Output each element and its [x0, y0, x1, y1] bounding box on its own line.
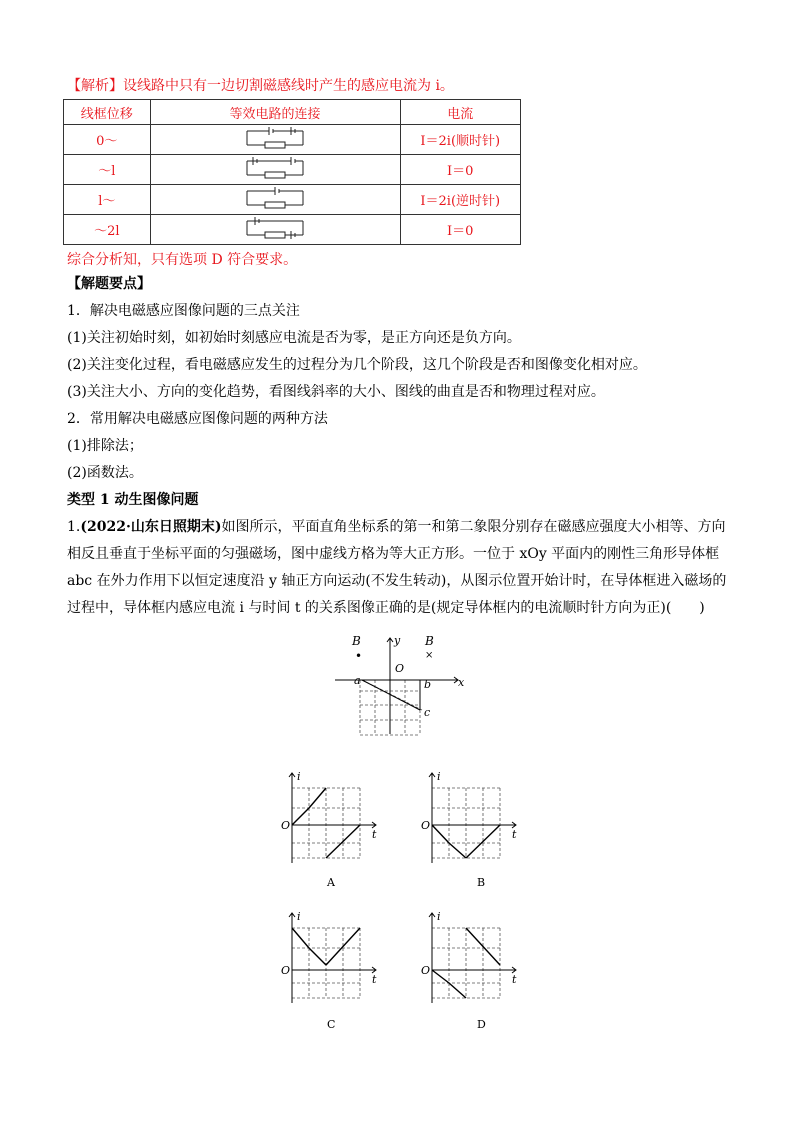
x-axis-label: x — [458, 676, 465, 689]
key-point-item: (3)关注大小、方向的变化趋势，看图线斜率的大小、图线的曲直是否和物理过程对应。 — [67, 384, 605, 400]
table-cell-current: I＝0 — [400, 215, 521, 245]
dot-symbol: • — [355, 649, 363, 663]
cross-symbol: × — [425, 650, 434, 661]
origin-label: O — [421, 819, 431, 832]
option-label: C — [327, 1018, 336, 1031]
option-label: B — [477, 876, 486, 888]
table-cell-current: I＝2i(顺时针) — [400, 125, 521, 155]
question-line: 相反且垂直于坐标平面的匀强磁场，图中虚线方格为等大正方形。一位于 xOy 平面内的刚性三角形导体框 — [67, 546, 720, 562]
t-axis-label: t — [512, 973, 517, 986]
t-axis-label: t — [372, 828, 377, 841]
circuit-icon — [243, 157, 307, 179]
point-b-label: b — [424, 678, 432, 691]
i-axis-label: i — [437, 910, 441, 923]
table-cell-displacement: ～2l — [64, 215, 151, 245]
table-header-cell: 线框位移 — [64, 100, 151, 125]
key-points-title: 【解题要点】 — [67, 276, 151, 292]
option-label: D — [477, 1018, 486, 1031]
origin-label: O — [281, 964, 291, 977]
table-cell-displacement: l～ — [64, 185, 151, 215]
option-d-graph — [420, 908, 530, 1033]
key-point-item: (1)排除法； — [67, 438, 143, 454]
magnetic-field-figure — [330, 630, 470, 740]
option-c-graph — [280, 908, 390, 1033]
circuit-icon — [243, 127, 307, 149]
i-axis-label: i — [297, 910, 301, 923]
key-point-item: (2)关注变化过程，看电磁感应发生的过程分为几个阶段，这几个阶段是否和图像变化相对应。 — [67, 357, 647, 373]
table-row — [64, 185, 521, 215]
circuit-diagram — [150, 215, 400, 245]
question-number: 1. — [67, 519, 81, 535]
analysis-line — [67, 76, 454, 96]
circuit-icon — [243, 217, 307, 239]
analysis-text: 设线路中只有一边切割磁感线时产生的感应电流为 i。 — [123, 78, 454, 94]
t-axis-label: t — [372, 973, 377, 986]
question-line: abc 在外力作用下以恒定速度沿 y 轴正方向运动(不发生转动)，从图示位置开始计时，在导体框进入磁场的 — [67, 573, 727, 589]
table-header-cell: 等效电路的连接 — [150, 100, 400, 125]
table-row — [64, 215, 521, 245]
i-axis-label: i — [437, 770, 441, 783]
option-b-graph — [420, 768, 530, 888]
point-a-label: a — [354, 674, 361, 687]
conclusion: 综合分析知，只有选项 D 符合要求。 — [67, 252, 298, 268]
option-label: A — [327, 876, 335, 888]
analysis-tag: 【解析】 — [67, 78, 123, 94]
circuit-diagram — [150, 125, 400, 155]
origin-label: O — [421, 964, 431, 977]
point-c-label: c — [424, 706, 431, 719]
key-point-item: 1．解决电磁感应图像问题的三点关注 — [67, 303, 300, 319]
option-a-graph — [280, 768, 390, 888]
origin-label: O — [395, 662, 405, 675]
question-line: 过程中，导体框内感应电流 i 与时间 t 的关系图像正确的是(规定导体框内的电流顺时针方向为正)( ) — [67, 600, 705, 616]
table-row — [64, 125, 521, 155]
circuit-diagram — [150, 185, 400, 215]
i-axis-label: i — [297, 770, 301, 783]
question-line — [67, 517, 725, 537]
table-cell-displacement: 0～ — [64, 125, 151, 155]
y-axis-label: y — [394, 634, 401, 647]
type-heading: 类型 1 动生图像问题 — [67, 492, 199, 508]
table-row — [64, 155, 521, 185]
table-cell-current: I＝0 — [400, 155, 521, 185]
origin-label: O — [281, 819, 291, 832]
t-axis-label: t — [512, 828, 517, 841]
key-point-item: (1)关注初始时刻，如初始时刻感应电流是否为零，是正方向还是负方向。 — [67, 330, 521, 346]
table-cell-current: I＝2i(逆时针) — [400, 185, 521, 215]
key-point-item: (2)函数法。 — [67, 465, 143, 481]
key-point-item: 2．常用解决电磁感应图像问题的两种方法 — [67, 411, 328, 427]
table-header-row — [64, 100, 521, 125]
table-cell-displacement: ～l — [64, 155, 151, 185]
B-left-label: B — [352, 634, 361, 648]
analysis-table — [63, 99, 521, 245]
question-text: 如图所示，平面直角坐标系的第一和第二象限分别存在磁感应强度大小相等、方向 — [221, 519, 726, 535]
B-right-label: B — [425, 634, 434, 648]
table-header-cell: 电流 — [400, 100, 521, 125]
circuit-icon — [243, 187, 307, 209]
question-source: (2022·山东日照期末) — [80, 519, 222, 535]
circuit-diagram — [150, 155, 400, 185]
